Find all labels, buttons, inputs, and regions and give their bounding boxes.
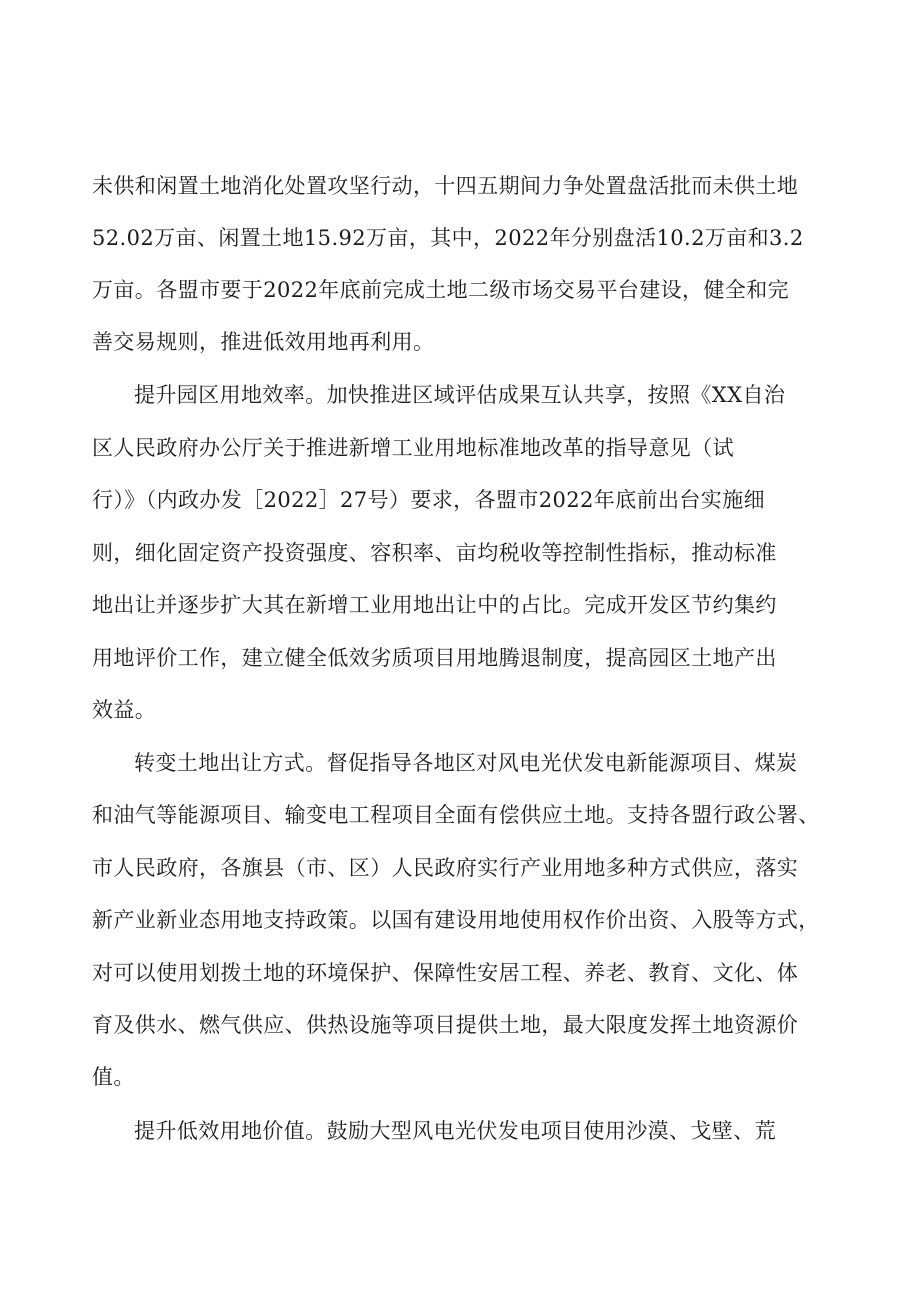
- text-line: 行）》（内政办发［2022］27号）要求，各盟市2022年底前出台实施细: [92, 488, 766, 512]
- text-line: 新产业新业态用地支持政策。以国有建设用地使用权作价出资、入股等方式，: [92, 908, 820, 932]
- text-line: 万亩。各盟市要于2022年底前完成土地二级市场交易平台建设，健全和完: [92, 278, 790, 302]
- text-line: 善交易规则，推进低效用地再利用。: [92, 330, 435, 354]
- text-line: 52.02万亩、闲置土地15.92万亩，其中，2022年分别盘活10.2万亩和3.2: [92, 226, 804, 250]
- paragraph-first-line: 提升园区用地效率。加快推进区域评估成果互认共享，按照《XX自治: [134, 383, 786, 407]
- paragraph-first-line: 提升低效用地价值。鼓励大型风电光伏发电项目使用沙漠、戈壁、荒: [134, 1119, 776, 1143]
- text-line: 区人民政府办公厅关于推进新增工业用地标准地改革的指导意见（试: [92, 436, 734, 460]
- text-line: 值。: [92, 1065, 135, 1089]
- paragraph-first-line: 转变土地出让方式。督促指导各地区对风电光伏发电新能源项目、煤炭: [134, 751, 798, 775]
- text-line: 未供和闲置土地消化处置攻坚行动，十四五期间力争处置盘活批而未供土地: [92, 174, 799, 198]
- text-line: 对可以使用划拨土地的环境保护、保障性安居工程、养老、教育、文化、体: [92, 961, 799, 985]
- text-line: 地出让并逐步扩大其在新增工业用地出让中的占比。完成开发区节约集约: [92, 593, 777, 617]
- text-line: 市人民政府，各旗县（市、区）人民政府实行产业用地多种方式供应，落实: [92, 856, 799, 880]
- text-line: 和油气等能源项目、输变电工程项目全面有偿供应土地。支持各盟行政公署、: [92, 803, 820, 827]
- text-line: 则，细化固定资产投资强度、容积率、亩均税收等控制性指标，推动标准: [92, 541, 777, 565]
- text-line: 用地评价工作，建立健全低效劣质项目用地腾退制度，提高园区土地产出: [92, 646, 777, 670]
- text-line: 效益。: [92, 698, 157, 722]
- text-line: 育及供水、燃气供应、供热设施等项目提供土地，最大限度发挥土地资源价: [92, 1013, 799, 1037]
